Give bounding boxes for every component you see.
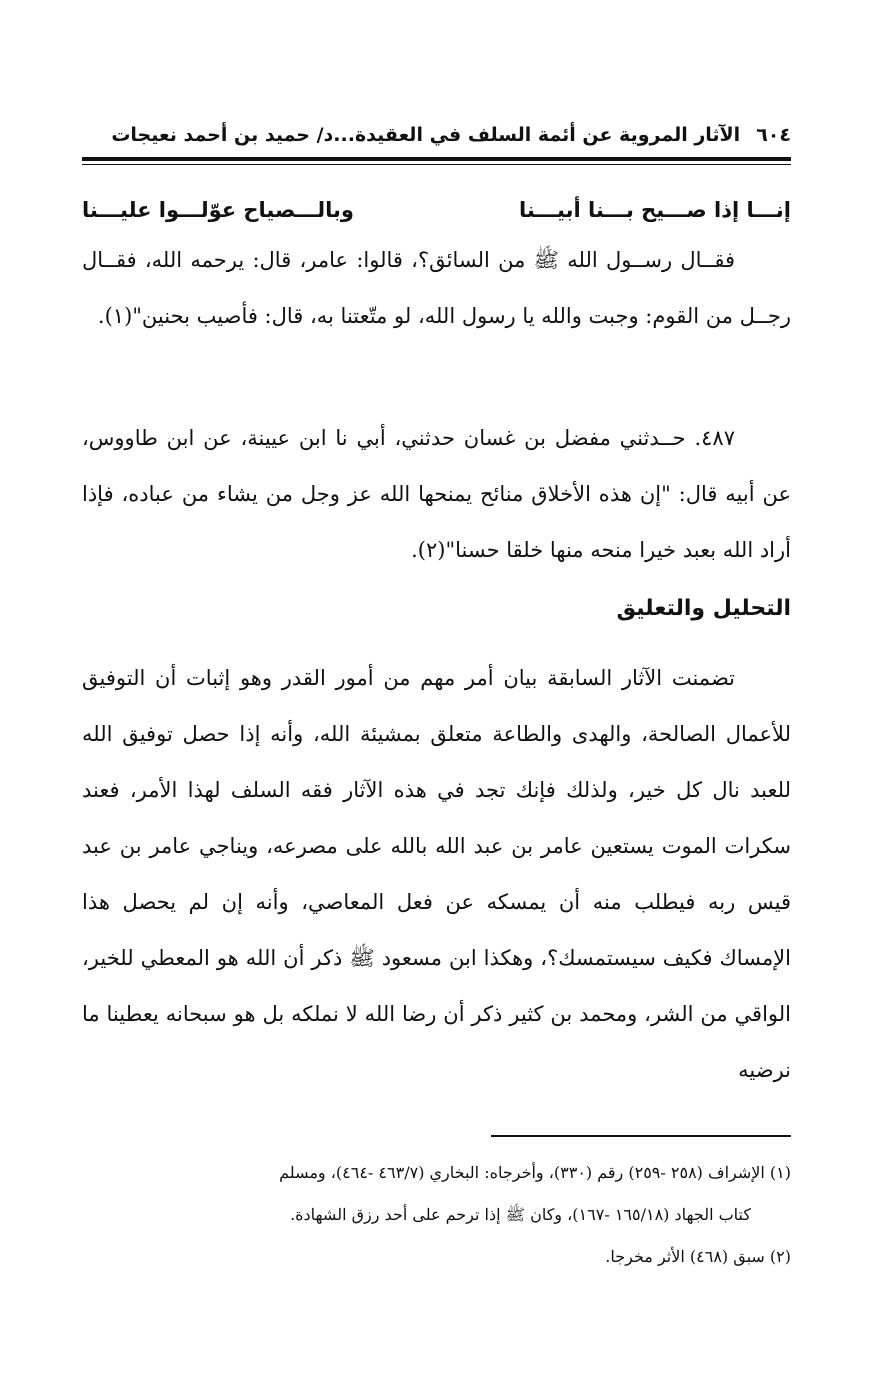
paragraph-analysis bbox=[82, 650, 791, 1098]
footnote-separator bbox=[491, 1135, 791, 1137]
footnote-2: (٢) سبق (٤٦٨) الأثر مخرجا. bbox=[605, 1247, 791, 1266]
footnote-1-line-1: (١) الإشراف (٢٥٨ -٢٥٩) رقم (٣٣٠)، وأخرجاه: البخاري (٤٦٣/٧ -٤٦٤)، ومسلم bbox=[279, 1163, 791, 1182]
paragraph-3-text: تضمنت الآثار السابقة بيان أمر مهم من أمور القدر وهو إثبات أن التوفيق للأعمال الصالحة، والهدى والطاعة متعلق بمشيئة الله، وأنه إذا حصل توفيق الله للعبد نال كل خير، ولذلك فإنك تجد في هذه الآثار فقه السلف لهذا الأمر، فعند سكرات الموت يستعين عامر بن عبد الله بالله على مصرعه، ويناجي عامر بن عبد قيس ربه فيطلب منه أن يمسكه عن فعل المعاصي، وأنه إن لم يحصل هذا الإمساك فكيف سيستمسك؟، وهكذا ابن مسعود ﷺ ذكر أن الله هو المعطي للخير، الواقي من الشر، ومحمد بن كثير ذكر أن رضا الله لا نملكه بل هو سبحانه يعطينا ما نرضيه bbox=[82, 666, 791, 1082]
paragraph-1 bbox=[82, 232, 791, 344]
verse-left-hemistich: وبالـــصياح عوّلـــوا عليـــنا bbox=[82, 198, 354, 222]
header-rule-thick bbox=[82, 157, 791, 161]
paragraph-narration-487 bbox=[82, 410, 791, 578]
poetry-verse bbox=[82, 192, 791, 228]
paragraph-1-text: فقــال رســول الله ﷺ من السائق؟، قالوا: عامر، قال: يرحمه الله، فقــال رجــل من القوم: وجبت والله يا رسول الله، لو متّعتنا به، قال: فأصيب بحنين"(١). bbox=[82, 248, 791, 328]
page-number: ٦٠٤ bbox=[756, 124, 791, 146]
footnotes bbox=[82, 1152, 791, 1278]
section-heading: التحليل والتعليق bbox=[616, 596, 791, 621]
paragraph-2-text: ٤٨٧. حــدثني مفضل بن غسان حدثني، أبي نا ابن عيينة، عن ابن طاووس، عن أبيه قال: "إن هذه الأخلاق منائح يمنحها الله عز وجل من يشاء من عباده، فإذا أراد الله بعبد خيرا منحه منها خلقا حسنا"(٢). bbox=[82, 426, 791, 562]
running-title: الآثار المروية عن أئمة السلف في العقيدة...د/ حميد بن أحمد نعيجات bbox=[111, 124, 741, 146]
footnote-1-line-2: كتاب الجهاد (١٦٥/١٨ -١٦٧)، وكان ﷺ إذا ترحم على أحد رزق الشهادة. bbox=[290, 1205, 751, 1224]
verse-right-hemistich: إنـــا إذا صـــيح بـــنا أبيـــنا bbox=[519, 198, 791, 222]
running-header bbox=[82, 118, 791, 152]
header-rule-thin bbox=[82, 164, 791, 165]
